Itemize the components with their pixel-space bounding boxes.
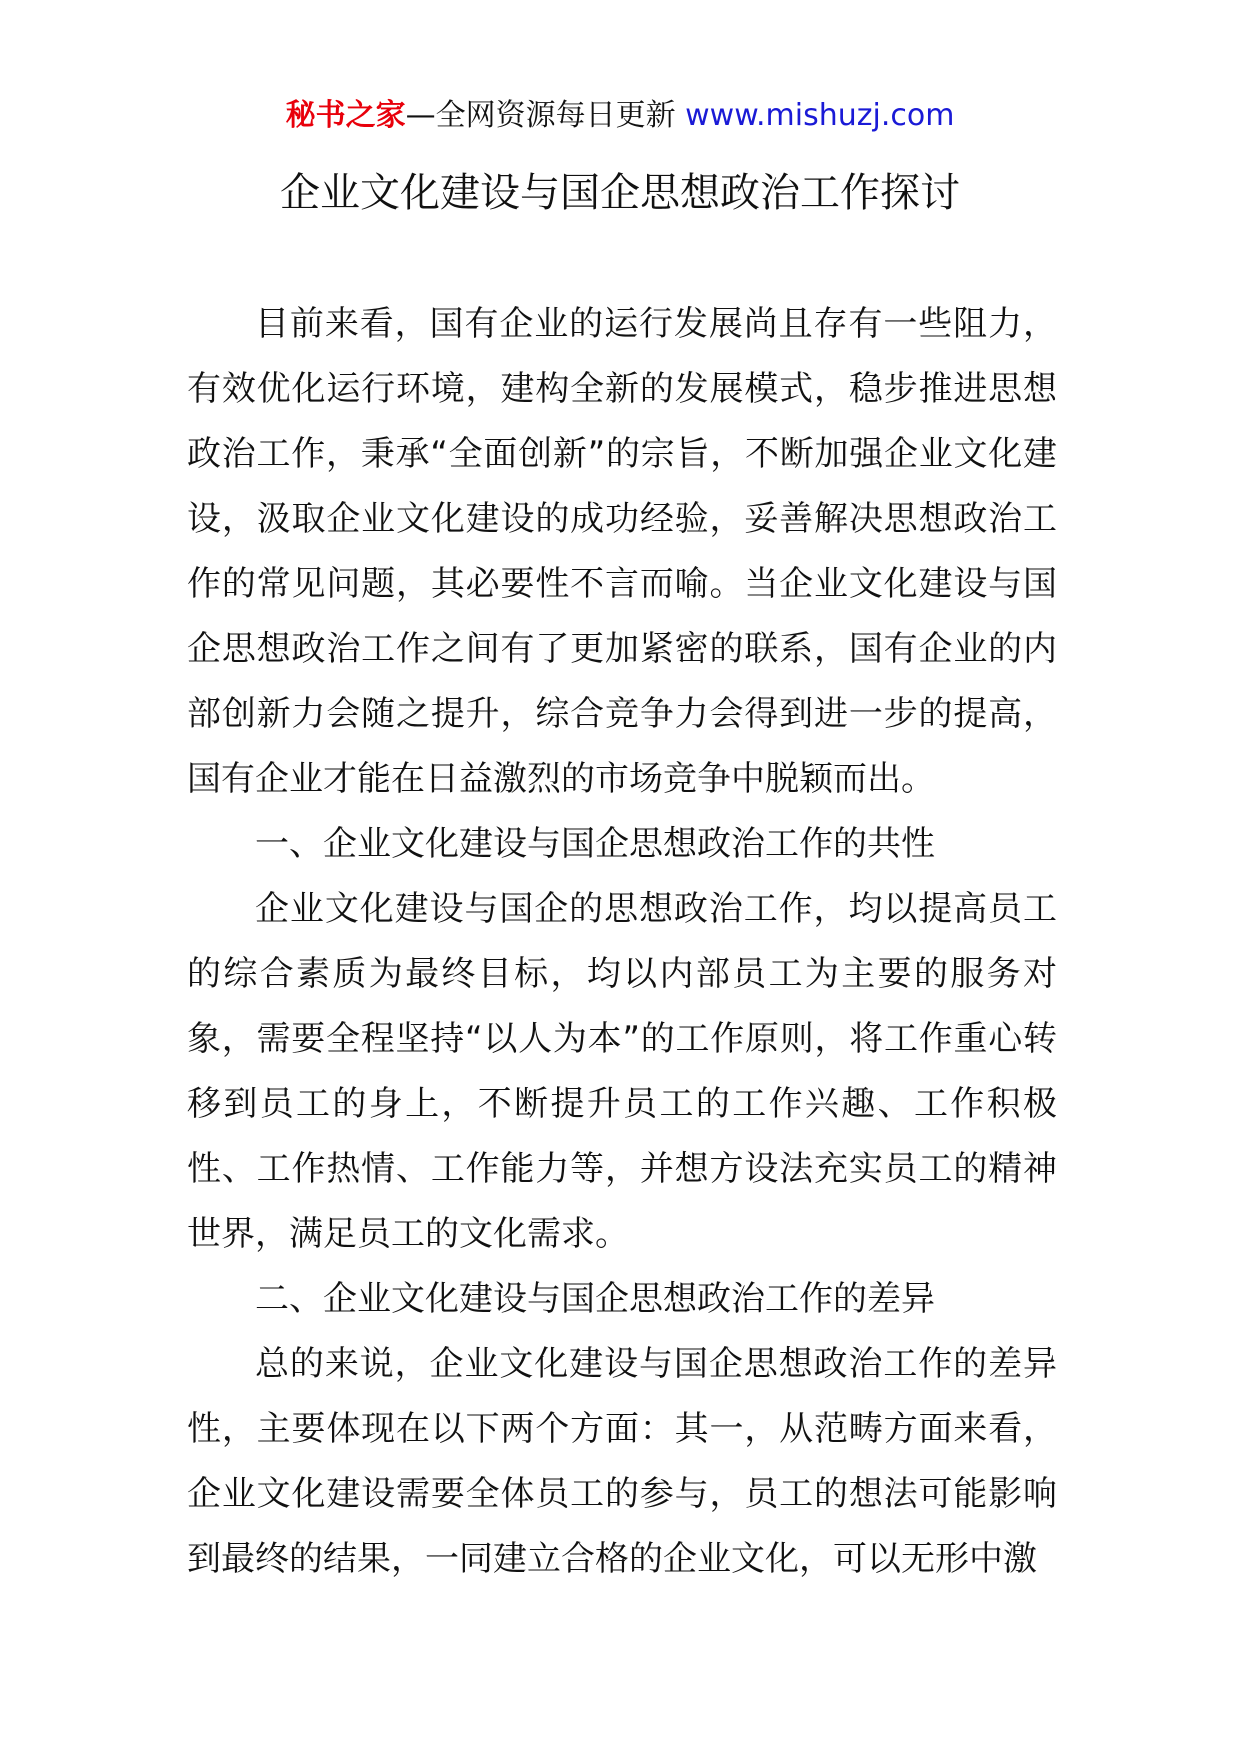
intro-paragraph: 目前来看，国有企业的运行发展尚且存有一些阻力，有效优化运行环境，建构全新的发展模式，稳步推进思想政治工作，秉承“全面创新”的宗旨，不断加强企业文化建设，汲取企业文化建设的成功经验，妥善解决思想政治工作的常见问题，其必要性不言而喻。当企业文化建设与国企思想政治工作之间有了更加紧密的联系，国有企业的内部创新力会随之提升，综合竞争力会得到进一步的提高，国有企业才能在日益激烈的市场竞争中脱颖而出。 (187, 304, 1057, 799)
site-banner (0, 96, 1240, 136)
site-link[interactable]: www.mishuzj.com (685, 98, 955, 133)
section-2-paragraph: 总的来说，企业文化建设与国企思想政治工作的差异性，主要体现在以下两个方面：其一，从范畴方面来看，企业文化建设需要全体员工的参与，员工的想法可能影响到最终的结果，一同建立合格的企业文化，可以无形中激 (187, 1344, 1057, 1579)
document-body (187, 292, 1057, 1592)
section-1-paragraph: 企业文化建设与国企的思想政治工作，均以提高员工的综合素质为最终目标，均以内部员工为主要的服务对象，需要全程坚持“以人为本”的工作原则，将工作重心转移到员工的身上，不断提升员工的工作兴趣、工作积极性、工作热情、工作能力等，并想方设法充实员工的精神世界，满足员工的文化需求。 (187, 889, 1057, 1254)
section-heading-1: 一、企业文化建设与国企思想政治工作的共性 (255, 824, 935, 864)
section-heading-2: 二、企业文化建设与国企思想政治工作的差异 (255, 1279, 935, 1319)
banner-tagline: —全网资源每日更新 (405, 98, 676, 133)
document-title: 企业文化建设与国企思想政治工作探讨 (280, 170, 960, 216)
brand-name: 秘书之家 (285, 98, 406, 133)
